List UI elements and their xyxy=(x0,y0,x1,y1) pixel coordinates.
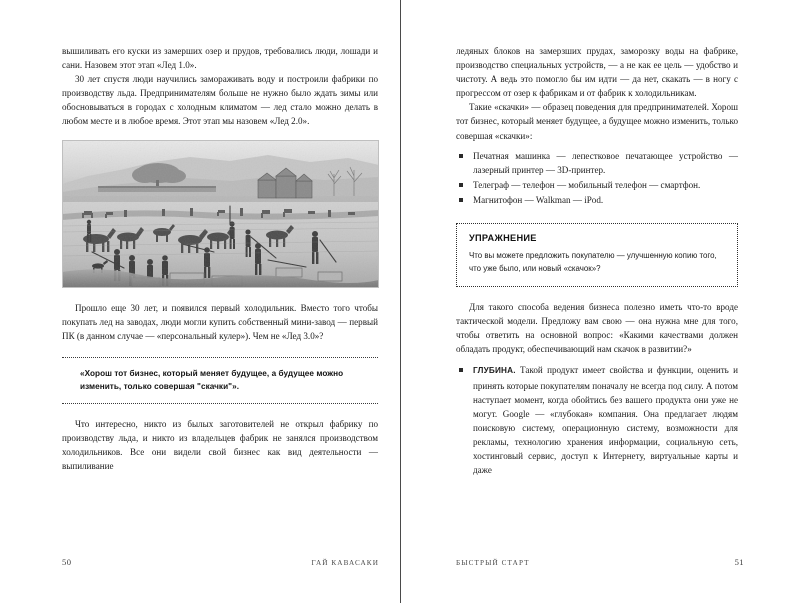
left-page-footer xyxy=(62,557,379,567)
pull-quote-text: «Хорош тот бизнес, который меняет будущее, а будущее можно изменить, только совершая "скачки"». xyxy=(80,368,344,392)
product-qualities-list xyxy=(456,363,738,477)
right-page xyxy=(400,0,800,603)
pull-quote-box xyxy=(62,357,378,404)
list-item: Телеграф — телефон — мобильный телефон — смартфон. xyxy=(456,178,738,192)
leap-examples-list xyxy=(456,149,738,207)
deep-term: ГЛУБИНА. xyxy=(473,366,516,376)
right-paragraph-2: Такие «скачки» — образец поведения для предпринимателей. Хорош тот бизнес, который меняет будущее, а будущее можно изменить, только совершая «скачки»: xyxy=(456,102,738,141)
right-running-head: БЫСТРЫЙ СТАРТ xyxy=(456,559,530,567)
deep-text: Такой продукт имеет свойства и функции, оценить и принять которые покупателям поначалу не всегда под силу. А потом наступает момент, когда обойтись без вашего продукта они уже не могут. Google — «глубокая» компания. Она предлагает людям поисковую систему, операционную систему, возможности для рекламы, технологию хранения информации, социальную сеть, хостинговый сервис, доступ к Интернету, виртуальные карты и даже xyxy=(473,365,738,476)
ice-harvesting-engraving xyxy=(62,140,379,288)
exercise-title: УПРАЖНЕНИЕ xyxy=(469,233,537,244)
left-paragraph-after-figure: Прошло еще 30 лет, и появился первый холодильник. Вместо того чтобы покупать лед на заводах, люди могли купить собственный мини-завод — первый ПК (в данном случае — «персональный кулер»). Чем не «Лед 3.0»? xyxy=(62,302,378,341)
exercise-box xyxy=(456,223,738,287)
left-running-head: ГАЙ КАВАСАКИ xyxy=(311,559,379,567)
exercise-text: Что вы можете предложить покупателю — улучшенную копию того, что уже было, или новый «скачок»? xyxy=(469,251,717,274)
list-item: Печатная машинка — лепестковое печатающее устройство — лазерный принтер — 3D-принтер. xyxy=(456,149,738,177)
right-page-footer xyxy=(456,557,744,567)
right-folio: 51 xyxy=(734,557,744,567)
right-paragraph-after-exercise: Для такого способа ведения бизнеса полезно иметь что-то вроде тактической модели. Предложу вам свою — она нужна мне для того, чтобы ответить на основной вопрос: «Какими качествами должен обладать продукт, обеспечивающий нам скачок в развитии?» xyxy=(456,302,738,355)
left-last-paragraph: Что интересно, никто из былых заготовителей не открыл фабрику по производству льда, и никто из владельцев фабрик не занялся производством холодильников. Все они видели свой бизнес как вид деятельности — выпиливание xyxy=(62,418,378,472)
left-paragraph-1: вышиливать его куски из замерших озер и прудов, требовались люди, лошади и сани. Назовем этот этап «Лед 1.0». xyxy=(62,46,378,71)
right-paragraph-1: ледяных блоков на замерзших прудах, заморозку воды на фабрике, производство специальных устройств, — а не как ее цель — удобство и чистоту. А ведь это помогло бы им идти — да нет, скакать — в ногу с прогрессом от озер к фабрикам и от фабрик к холодильникам. xyxy=(456,46,738,99)
list-item: Магнитофон — Walkman — iPod. xyxy=(456,193,738,207)
left-folio: 50 xyxy=(62,557,72,567)
left-paragraph-2: 30 лет спустя люди научились замораживать воду и построили фабрики по производству льда. Предпринимателям больше не нужно было ждать зимы или обосновываться в городах с холодным климатом — лед стало можно делать в любом месте и в любое время. Этот этап мы назовем «Лед 2.0». xyxy=(62,74,378,127)
list-item xyxy=(456,363,738,477)
